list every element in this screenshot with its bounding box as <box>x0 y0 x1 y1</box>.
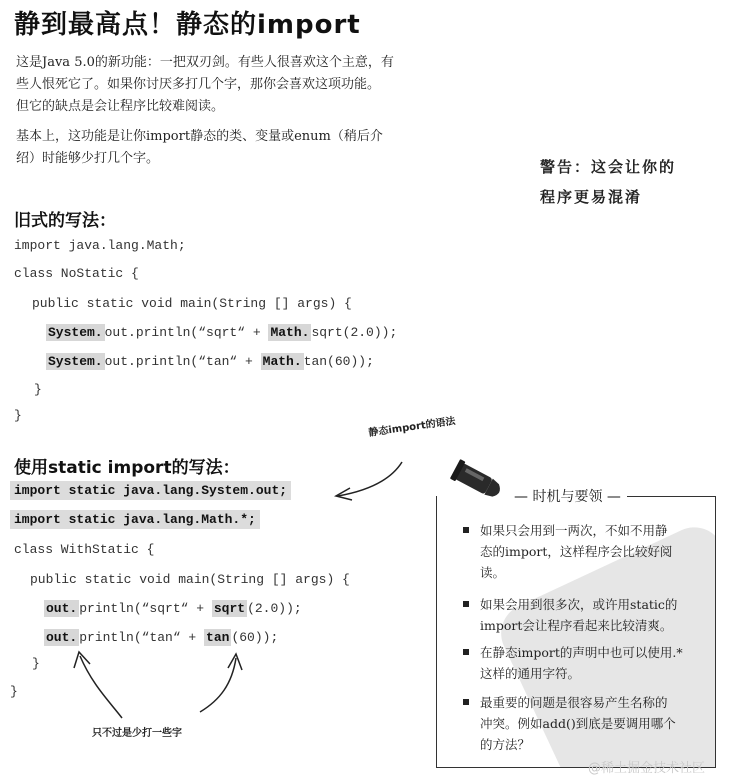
code-highlight: out. <box>46 601 78 616</box>
code-highlight: import static java.lang.System.out; <box>10 481 291 500</box>
code-highlight: out. <box>46 630 78 645</box>
code-highlight: tan <box>206 630 230 645</box>
page-title: 静到最高点！静态的import <box>14 10 361 40</box>
intro-line: 绍）时能够少打几个字。 <box>16 151 160 166</box>
bullet-square-icon <box>463 527 469 533</box>
new-style-heading: 使用static import的写法： <box>14 458 240 478</box>
warning-line: 程序更易混淆 <box>540 188 643 206</box>
code-text: (2.0)); <box>247 601 302 616</box>
less-typing-annotation: 只不过是少打一些字 <box>92 728 182 739</box>
arrow-to-import <box>338 462 402 496</box>
tip-line: 如果只会用到一两次，不如不用静 <box>480 523 668 538</box>
bullet-square-icon <box>463 649 469 655</box>
code-text: sqrt(2.0)); <box>311 325 398 340</box>
old-code-line-2: class NoStatic { <box>14 266 139 281</box>
tip-item-3 <box>480 642 726 684</box>
code-highlight: System. <box>48 354 103 369</box>
old-style-heading: 旧式的写法： <box>14 211 116 231</box>
old-code-line-1: import java.lang.Math; <box>14 238 186 253</box>
code-text: (60)); <box>231 630 279 645</box>
tips-title-text: 时机与要领 <box>532 489 603 505</box>
tip-line: 冲突。例如add()到底是要调用哪个 <box>480 716 676 731</box>
tip-line: 态的import，这样程序会比较好阅 <box>480 544 673 559</box>
tip-line: 的方法？ <box>480 737 531 752</box>
arrow-to-tan <box>200 658 236 712</box>
tip-line: 如果会用到很多次，或许用static的 <box>480 597 678 612</box>
new-code-line-3: class WithStatic { <box>14 542 155 557</box>
tip-line: import会让程序看起来比较清爽。 <box>480 618 673 633</box>
code-text: println(“sqrt“ + <box>79 601 212 616</box>
tips-title: — 时机与要领 — <box>508 486 627 506</box>
code-text: out.println(“tan“ + <box>104 354 261 369</box>
intro-line: 这是Java 5.0的新功能：一把双刃剑。有些人很喜欢这个主意，有 <box>16 55 394 70</box>
bullet-square-icon <box>463 699 469 705</box>
old-code-close-outer: } <box>14 408 22 423</box>
intro-line: 基本上，这功能是让你import静态的类、变量或enum（稍后介 <box>16 129 383 144</box>
syntax-annotation: 静态import的语法 <box>367 415 457 440</box>
code-highlight: sqrt <box>213 601 246 616</box>
warning-line: 警告：这会让你的 <box>540 158 677 176</box>
code-highlight: System. <box>48 325 103 340</box>
tip-line: 在静态import的声明中也可以使用.* <box>480 645 683 660</box>
tip-line: 这样的通用字符。 <box>480 666 581 681</box>
tip-line: 读。 <box>480 565 506 580</box>
new-code-close-outer: } <box>10 684 18 699</box>
code-highlight: Math. <box>270 325 310 340</box>
code-highlight: Math. <box>262 354 302 369</box>
old-code-line-3: public static void main(String [] args) { <box>32 296 352 311</box>
code-highlight: import static java.lang.Math.*; <box>10 510 260 529</box>
arrow-to-out <box>80 656 122 718</box>
new-code-line-4: public static void main(String [] args) { <box>30 572 350 587</box>
code-text: out.println(“sqrt“ + <box>104 325 269 340</box>
code-text: println(“tan“ + <box>79 630 205 645</box>
code-text: tan(60)); <box>303 354 374 369</box>
intro-line: 些人恨死它了。如果你讨厌多打几个字，那你会喜欢这项功能。 <box>16 77 381 92</box>
tip-line: 最重要的问题是很容易产生名称的 <box>480 695 668 710</box>
tip-item-2 <box>480 594 726 636</box>
old-code-close-inner: } <box>34 382 42 397</box>
new-code-close-inner: } <box>32 656 40 671</box>
intro-line: 但它的缺点是会让程序比较难阅读。 <box>16 99 225 114</box>
watermark: @稀土掘金技术社区 <box>588 761 706 776</box>
tip-item-4 <box>480 692 726 755</box>
bullet-square-icon <box>463 601 469 607</box>
tip-item-1 <box>480 520 726 583</box>
